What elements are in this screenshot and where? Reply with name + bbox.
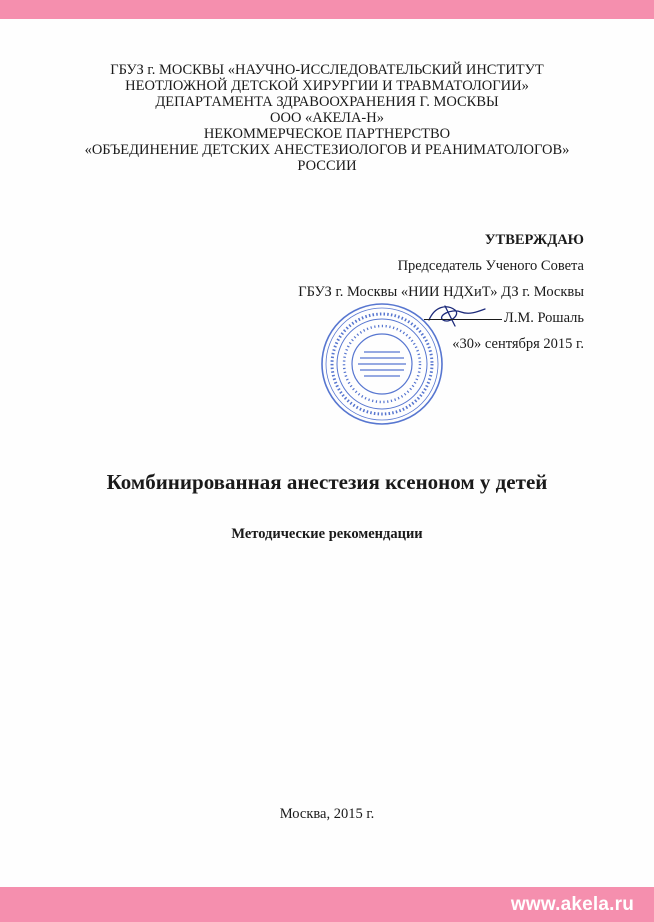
city-year: Москва, 2015 г. (279, 806, 375, 822)
header-line-4: ООО «АКЕЛА-Н» (270, 110, 384, 126)
document-title: Комбинированная анестезия ксеноном у детей (106, 470, 548, 494)
header-line-7: РОССИИ (297, 158, 357, 174)
signature-underline (424, 319, 502, 320)
approval-name: Л.М. Рошаль (503, 310, 584, 326)
header-line-1: ГБУЗ г. МОСКВЫ «НАУЧНО-ИССЛЕДОВАТЕЛЬСКИЙ ИНСТИТУТ (110, 62, 544, 78)
organizations-header (0, 62, 654, 174)
approval-date: «30» сентября 2015 г. (452, 336, 584, 352)
top-pink-band (0, 0, 654, 19)
document-subtitle: Методические рекомендации (231, 526, 423, 542)
approval-institution: ГБУЗ г. Москвы «НИИ НДХиТ» ДЗ г. Москвы (298, 284, 584, 300)
approval-signature-line (298, 310, 584, 336)
website-url: www.akela.ru (510, 894, 634, 915)
approval-block (298, 232, 584, 362)
header-line-3: ДЕПАРТАМЕНТА ЗДРАВООХРАНЕНИЯ Г. МОСКВЫ (155, 94, 499, 110)
header-line-6: «ОБЪЕДИНЕНИЕ ДЕТСКИХ АНЕСТЕЗИОЛОГОВ И РЕАНИМАТОЛОГОВ» (84, 142, 570, 158)
approval-heading: УТВЕРЖДАЮ (484, 232, 584, 248)
approval-position: Председатель Ученого Совета (397, 258, 584, 274)
header-line-5: НЕКОММЕРЧЕСКОЕ ПАРТНЕРСТВО (203, 126, 451, 142)
header-line-2: НЕОТЛОЖНОЙ ДЕТСКОЙ ХИРУРГИИ И ТРАВМАТОЛОГИИ» (125, 78, 529, 94)
